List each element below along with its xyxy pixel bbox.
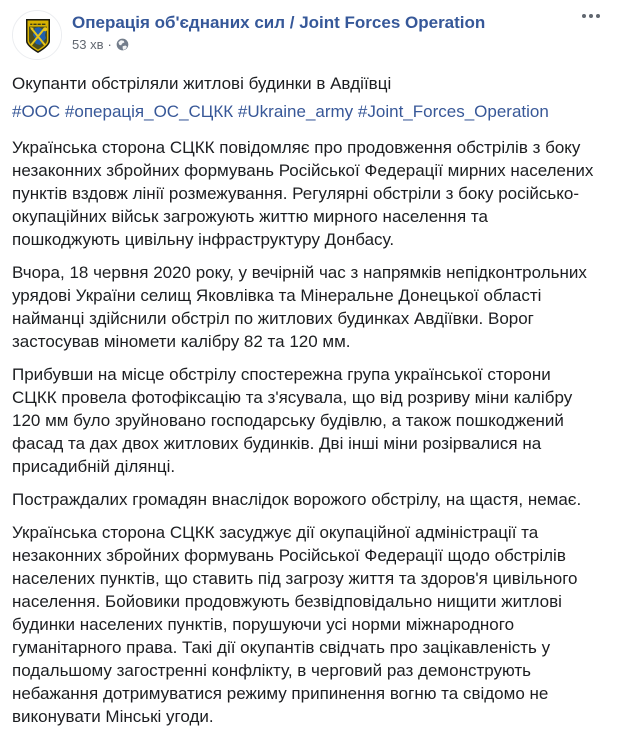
post-paragraph: Постраждалих громадян внаслідок ворожого обстрілу, на щастя, немає. <box>12 490 582 509</box>
timestamp[interactable]: 53 хв <box>72 37 104 52</box>
hashtag-link-ooc[interactable]: #ООС <box>12 102 61 121</box>
post-header <box>0 0 619 60</box>
joint-forces-emblem-icon <box>13 11 62 60</box>
post-options-button[interactable] <box>577 6 605 26</box>
post-title: Окупанти обстріляли житлові будинки в Авдіївці <box>12 74 392 93</box>
post-paragraph: Вчора, 18 червня 2020 року, у вечірній час з напрямків непідконтрольних урядові України селищ Яковлівка та Мінеральне Донецької області найманці здійснили обстріл по житлових будинках Авдіївки. Ворог застосував міномети калібру 82 та 120 мм. <box>12 263 587 351</box>
header-text-block <box>72 10 485 52</box>
page-name-link[interactable]: Операція об'єднаних сил / Joint Forces Operation <box>72 13 486 32</box>
ellipsis-dot <box>582 14 586 18</box>
ellipsis-dot <box>589 14 593 18</box>
hashtag-line <box>12 100 597 123</box>
meta-separator: · <box>107 37 112 52</box>
hashtag-link-joint-forces-operation[interactable]: #Joint_Forces_Operation <box>357 102 549 121</box>
globe-audience-icon <box>116 38 129 51</box>
post-paragraph: Українська сторона СЦКК повідомляє про продовження обстрілів з боку незаконних збройних формувань Російської Федерації мирних населених пунктів вздовж лінії розмежування. Регулярні обстріли з боку російсько-окупаційних військ загрожують життю мирного населення та пошкоджують цивільну інфраструктуру Донбасу. <box>12 138 594 249</box>
post-meta <box>72 37 485 52</box>
post-paragraph: Українська сторона СЦКК засуджує дії окупаційної адміністрації та незаконних збройних формувань Російської Федерації щодо обстрілів населених пунктів, що ставить під загрозу життя та здоров'я цивільного населення. Бойовики продовжують безвідповідально нищити житлові будинки населених пунктів, порушуючи усі норми міжнародного гуманітарного права. Такі дії окупантів свідчать про зацікавленість у подальшому загостренні конфлікту, в черговий раз демонструють небажання дотримуватися режиму припинення вогню та свідомо не виконувати Мінські угоди. <box>12 523 578 726</box>
post-paragraph: Прибувши на місце обстрілу спостережна група української сторони СЦКК провела фотофіксацію та з'ясувала, що від розриву міни калібру 120 мм було зруйновано господарську будівлю, а також пошкоджений фасад та дах двох житлових будинків. Дві інші міни розірвалися на присадибній ділянці. <box>12 365 573 476</box>
ellipsis-dot <box>596 14 600 18</box>
post-body <box>0 60 619 728</box>
hashtag-link-operacia-os-sckk[interactable]: #операція_ОС_СЦКК <box>64 102 234 121</box>
avatar[interactable] <box>12 10 62 60</box>
hashtag-link-ukraine-army[interactable]: #Ukraine_army <box>237 102 354 121</box>
